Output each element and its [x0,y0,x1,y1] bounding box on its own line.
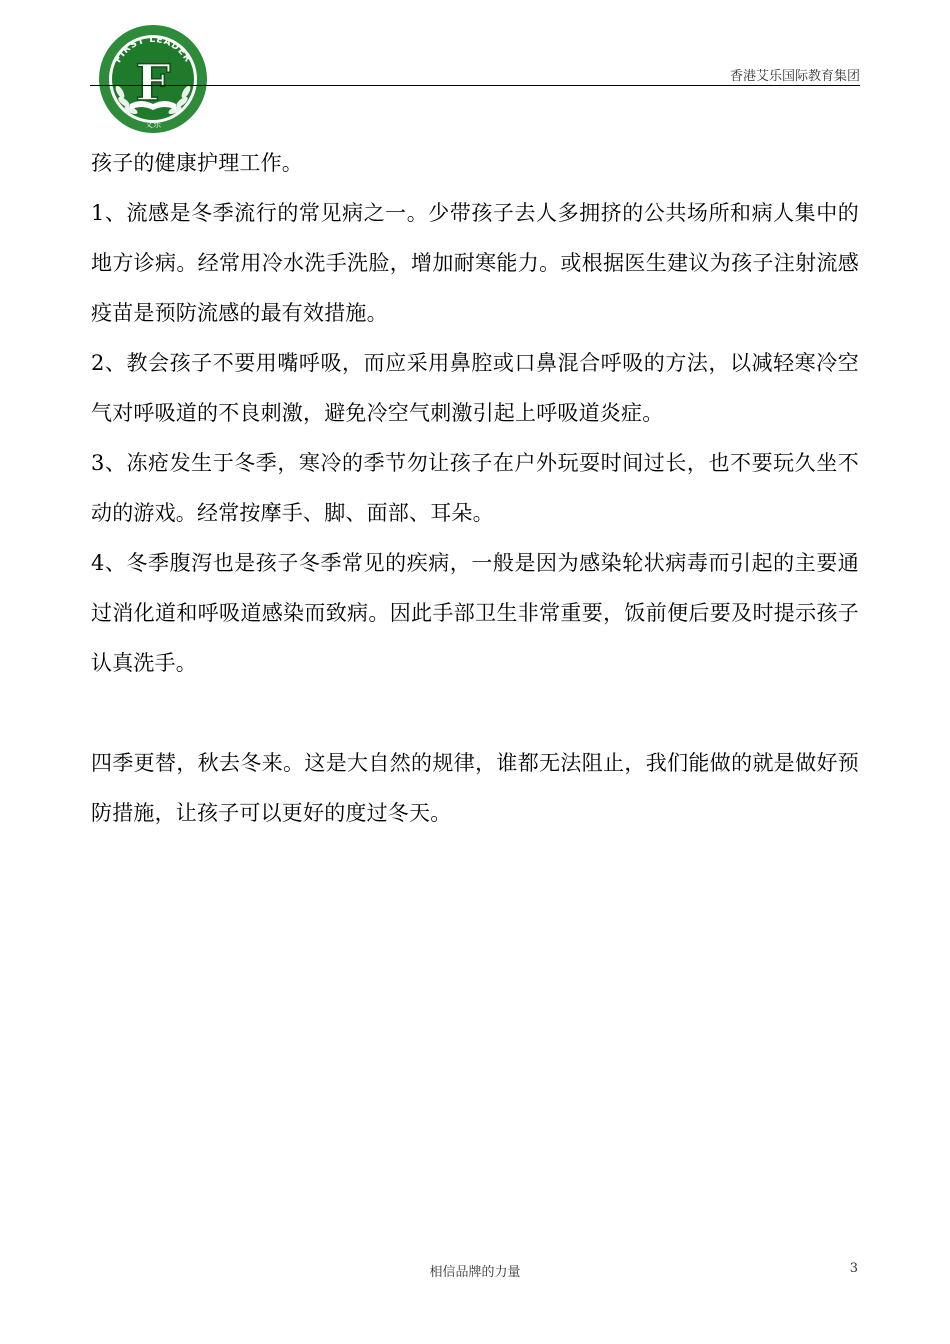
header-divider [90,85,860,86]
paragraph-closing: 四季更替，秋去冬来。这是大自然的规律，谁都无法阻止，我们能做的就是做好预防措施，让孩子可以更好的度过冬天。 [91,751,859,825]
paragraph-item-1: 1、流感是冬季流行的常见病之一。少带孩子去人多拥挤的公共场所和病人集中的地方诊病。经常用冷水洗手洗脸，增加耐寒能力。或根据医生建议为孩子注射流感疫苗是预防流感的最有效措施。 [91,201,859,325]
document-body [91,138,859,838]
logo-ring-text: FIRST LEADER [113,34,193,65]
logo-bottom-text: 艾乐 [145,120,161,129]
footer-slogan: 相信品牌的力量 [429,1265,521,1280]
paragraph-item-3: 3、冻疮发生于冬季，寒冷的季节勿让孩子在户外玩耍时间过长，也不要玩久坐不动的游戏。经常按摩手、脚、面部、耳朵。 [91,451,859,525]
paragraph-item-4: 4、冬季腹泻也是孩子冬季常见的疾病，一般是因为感染轮状病毒而引起的主要通过消化道和呼吸道感染而致病。因此手部卫生非常重要，饭前便后要及时提示孩子认真洗手。 [91,551,859,675]
paragraph-item-2: 2、教会孩子不要用嘴呼吸，而应采用鼻腔或口鼻混合呼吸的方法，以减轻寒冷空气对呼吸道的不良刺激，避免冷空气刺激引起上呼吸道炎症。 [91,351,859,425]
paragraph-intro: 孩子的健康护理工作。 [91,151,303,175]
first-leader-logo [96,22,210,136]
page-number: 3 [849,1261,858,1276]
paragraph-spacer [91,688,859,738]
logo-letter: F [135,53,171,112]
header-org-name: 香港艾乐国际教育集团 [729,69,860,84]
